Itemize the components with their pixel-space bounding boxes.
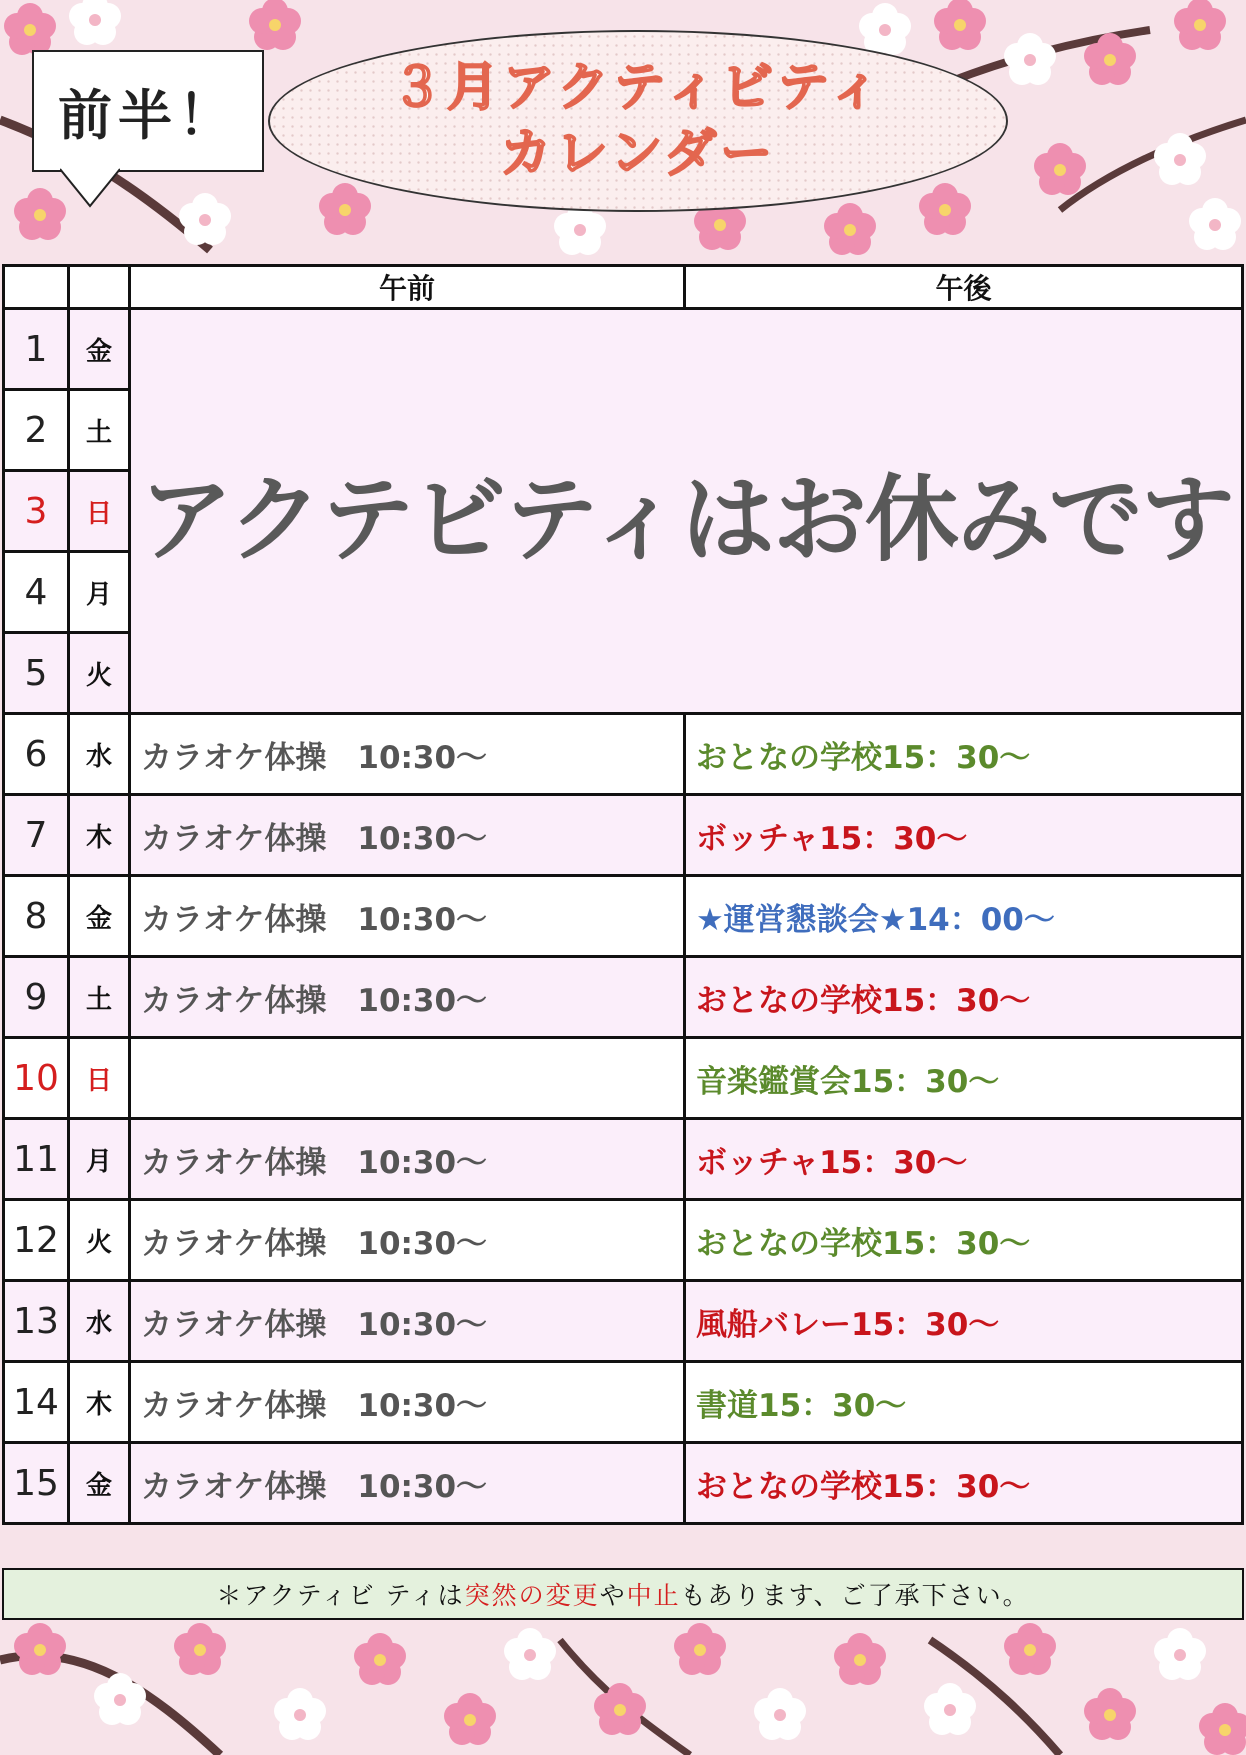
table-row bbox=[4, 795, 1243, 876]
date-cell: 7 bbox=[4, 795, 69, 876]
date-cell: 1 bbox=[4, 309, 69, 390]
morning-activity: カラオケ体操 10:30～ bbox=[130, 1443, 685, 1524]
afternoon-activity: おとなの学校15：30～ bbox=[685, 714, 1243, 795]
weekday-cell: 月 bbox=[69, 552, 130, 633]
afternoon-activity: おとなの学校15：30～ bbox=[685, 957, 1243, 1038]
footer-note bbox=[2, 1568, 1244, 1620]
weekday-cell: 金 bbox=[69, 876, 130, 957]
table-row bbox=[4, 1362, 1243, 1443]
morning-activity: カラオケ体操 10:30～ bbox=[130, 1281, 685, 1362]
table-header-row bbox=[4, 266, 1243, 309]
afternoon-activity: ボッチャ15：30～ bbox=[685, 1119, 1243, 1200]
header-afternoon: 午後 bbox=[685, 266, 1243, 309]
date-cell: 5 bbox=[4, 633, 69, 714]
morning-activity: カラオケ体操 10:30～ bbox=[130, 1119, 685, 1200]
table-row bbox=[4, 714, 1243, 795]
footer-text: や bbox=[599, 1581, 627, 1610]
weekday-cell: 日 bbox=[69, 1038, 130, 1119]
weekday-cell: 日 bbox=[69, 471, 130, 552]
morning-activity: カラオケ体操 10:30～ bbox=[130, 1200, 685, 1281]
callout-tail bbox=[60, 168, 120, 208]
afternoon-activity: おとなの学校15：30～ bbox=[685, 1443, 1243, 1524]
weekday-cell: 金 bbox=[69, 1443, 130, 1524]
date-cell: 10 bbox=[4, 1038, 69, 1119]
page-title: ３月アクティビティ bbox=[390, 58, 886, 118]
morning-activity: カラオケ体操 10:30～ bbox=[130, 795, 685, 876]
table-row bbox=[4, 1038, 1243, 1119]
morning-activity: カラオケ体操 10:30～ bbox=[130, 876, 685, 957]
weekday-cell: 水 bbox=[69, 1281, 130, 1362]
afternoon-activity: ボッチャ15：30～ bbox=[685, 795, 1243, 876]
footer-text: ＊アクティビ ティは bbox=[216, 1581, 465, 1610]
weekday-cell: 水 bbox=[69, 714, 130, 795]
activity-calendar-table bbox=[2, 264, 1244, 1525]
weekday-cell: 木 bbox=[69, 795, 130, 876]
header-weekday bbox=[69, 266, 130, 309]
weekday-cell: 月 bbox=[69, 1119, 130, 1200]
date-cell: 8 bbox=[4, 876, 69, 957]
closed-message: アクテビティはお休みです bbox=[130, 309, 1243, 714]
weekday-cell: 土 bbox=[69, 390, 130, 471]
morning-activity bbox=[130, 1038, 685, 1119]
date-cell: 13 bbox=[4, 1281, 69, 1362]
weekday-cell: 金 bbox=[69, 309, 130, 390]
footer-highlight-cancel: 中止 bbox=[626, 1581, 681, 1610]
date-cell: 3 bbox=[4, 471, 69, 552]
table-row bbox=[4, 1281, 1243, 1362]
date-cell: 2 bbox=[4, 390, 69, 471]
activity-rows bbox=[4, 714, 1243, 1524]
footer-highlight-change: 突然の変更 bbox=[464, 1581, 600, 1610]
table-row bbox=[4, 1200, 1243, 1281]
footer-text: もあります、ご了承下さい。 bbox=[680, 1581, 1030, 1610]
afternoon-activity: 書道15：30～ bbox=[685, 1362, 1243, 1443]
header-date bbox=[4, 266, 69, 309]
title-ellipse bbox=[268, 30, 1008, 212]
morning-activity: カラオケ体操 10:30～ bbox=[130, 714, 685, 795]
afternoon-activity: 音楽鑑賞会15：30～ bbox=[685, 1038, 1243, 1119]
afternoon-activity: 風船バレー15：30～ bbox=[685, 1281, 1243, 1362]
table-row bbox=[4, 957, 1243, 1038]
weekday-cell: 土 bbox=[69, 957, 130, 1038]
date-cell: 14 bbox=[4, 1362, 69, 1443]
date-cell: 4 bbox=[4, 552, 69, 633]
afternoon-activity: おとなの学校15：30～ bbox=[685, 1200, 1243, 1281]
table-row bbox=[4, 309, 1243, 390]
page-subtitle: カレンダー bbox=[499, 124, 777, 184]
table-row bbox=[4, 1443, 1243, 1524]
afternoon-activity: ★運営懇談会★14：00～ bbox=[685, 876, 1243, 957]
weekday-cell: 木 bbox=[69, 1362, 130, 1443]
table-row bbox=[4, 1119, 1243, 1200]
date-cell: 11 bbox=[4, 1119, 69, 1200]
date-cell: 15 bbox=[4, 1443, 69, 1524]
date-cell: 6 bbox=[4, 714, 69, 795]
morning-activity: カラオケ体操 10:30～ bbox=[130, 957, 685, 1038]
morning-activity: カラオケ体操 10:30～ bbox=[130, 1362, 685, 1443]
weekday-cell: 火 bbox=[69, 1200, 130, 1281]
date-cell: 9 bbox=[4, 957, 69, 1038]
weekday-cell: 火 bbox=[69, 633, 130, 714]
header-morning: 午前 bbox=[130, 266, 685, 309]
first-half-callout: 前半！ bbox=[32, 50, 264, 172]
table-row bbox=[4, 876, 1243, 957]
date-cell: 12 bbox=[4, 1200, 69, 1281]
